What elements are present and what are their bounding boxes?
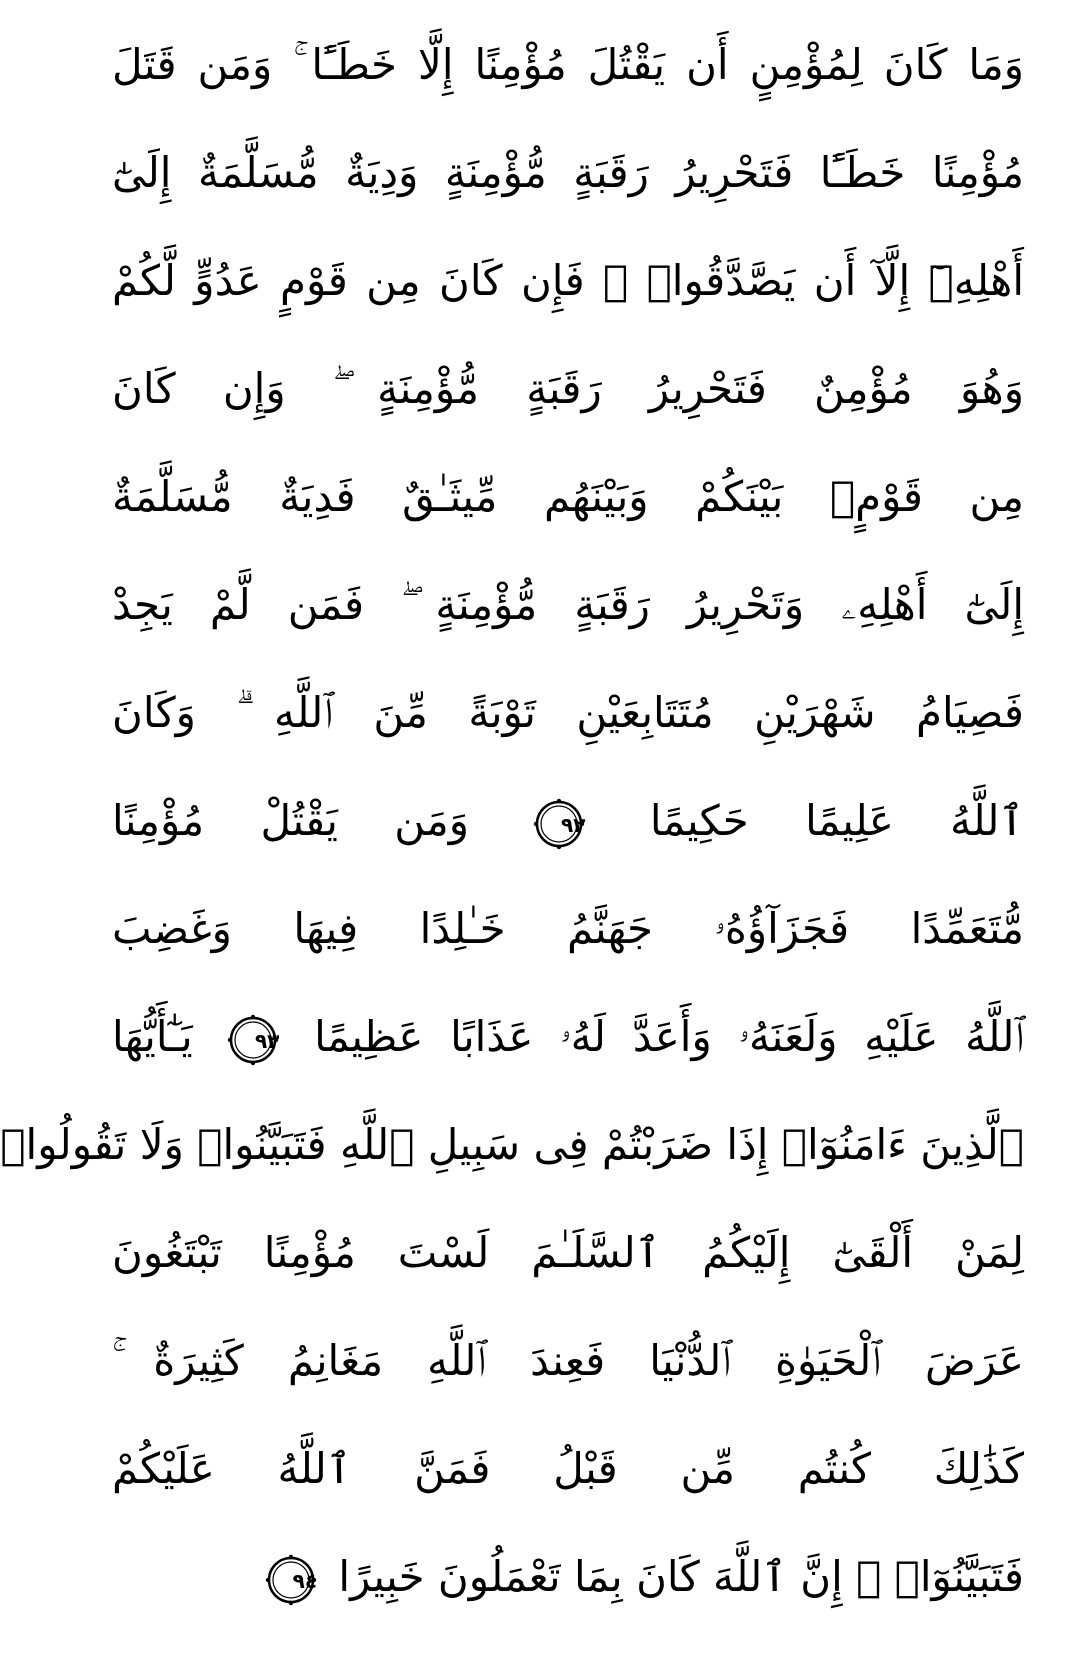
verse-text: يَـٰٓأَيُّهَا (112, 1012, 193, 1061)
ayah-number-marker (227, 1014, 279, 1066)
verse-line-10 (112, 992, 1024, 1082)
verse-line-11: ٱلَّذِينَ ءَامَنُوٓا۟ إِذَا ضَرَبْتُمْ فِى سَبِيلِ ٱللَّهِ فَتَبَيَّنُوا۟ وَلَا تَقُولُوا۟ (0, 1120, 1024, 1169)
ayah-number-marker (533, 798, 585, 850)
verse-line-12: لِمَنْ أَلْقَىٰٓ إِلَيْكُمُ ٱلسَّلَـٰمَ لَسْتَ مُؤْمِنًا تَبْتَغُونَ (112, 1228, 1024, 1277)
verse-line-4: وَهُوَ مُؤْمِنٌ فَتَحْرِيرُ رَقَبَةٍ مُّؤْمِنَةٍ ۖ وَإِن كَانَ (112, 364, 1024, 413)
verse-text: ٱللَّهُ عَلِيمًا حَكِيمًا (649, 796, 1024, 845)
ayah-number: ٩٣ (254, 1028, 280, 1053)
verse-line-5: مِن قَوْمٍۭ بَيْنَكُمْ وَبَيْنَهُم مِّيثَـٰقٌ فَدِيَةٌ مُّسَلَّمَةٌ (112, 472, 1024, 521)
verse-line-2: مُؤْمِنًا خَطَـًٔا فَتَحْرِيرُ رَقَبَةٍ مُّؤْمِنَةٍ وَدِيَةٌ مُّسَلَّمَةٌ إِلَىٰٓ (112, 148, 1024, 197)
ayah-number: ٩٤ (292, 1568, 318, 1593)
verse-line-1: وَمَا كَانَ لِمُؤْمِنٍ أَن يَقْتُلَ مُؤْمِنًا إِلَّا خَطَـًٔا ۚ وَمَن قَتَلَ (112, 40, 1024, 89)
verse-line-14: كَذَٰلِكَ كُنتُم مِّن قَبْلُ فَمَنَّ ٱللَّهُ عَلَيْكُمْ (112, 1444, 1024, 1493)
verse-line-13: عَرَضَ ٱلْحَيَوٰةِ ٱلدُّنْيَا فَعِندَ ٱللَّهِ مَغَانِمُ كَثِيرَةٌ ۚ (112, 1336, 1024, 1385)
verse-line-9: مُّتَعَمِّدًا فَجَزَآؤُهُۥ جَهَنَّمُ خَـٰلِدًا فِيهَا وَغَضِبَ (112, 904, 1024, 953)
verse-line-3: أَهْلِهِۦٓ إِلَّآ أَن يَصَّدَّقُوا۟ ۚ فَإِن كَانَ مِن قَوْمٍ عَدُوٍّ لَّكُمْ (112, 256, 1024, 305)
verse-text: وَمَن يَقْتُلْ مُؤْمِنًا (112, 796, 470, 845)
ayah-number-marker (265, 1554, 317, 1606)
ayah-number: ٩٢ (561, 812, 586, 837)
verse-line-7: فَصِيَامُ شَهْرَيْنِ مُتَتَابِعَيْنِ تَوْبَةً مِّنَ ٱللَّهِ ۗ وَكَانَ (112, 688, 1024, 737)
verse-text: ٱللَّهُ عَلَيْهِ وَلَعَنَهُۥ وَأَعَدَّ لَهُۥ عَذَابًا عَظِيمًا (314, 1012, 1025, 1061)
verse-text: فَتَبَيَّنُوٓا۟ ۚ إِنَّ ٱللَّهَ كَانَ بِمَا تَعْمَلُونَ خَبِيرًا (338, 1552, 1024, 1601)
verse-line-6: إِلَىٰٓ أَهْلِهِۦ وَتَحْرِيرُ رَقَبَةٍ مُّؤْمِنَةٍ ۖ فَمَن لَّمْ يَجِدْ (112, 580, 1024, 629)
verse-line-15 (112, 1532, 1024, 1622)
verse-line-8 (112, 776, 1024, 866)
